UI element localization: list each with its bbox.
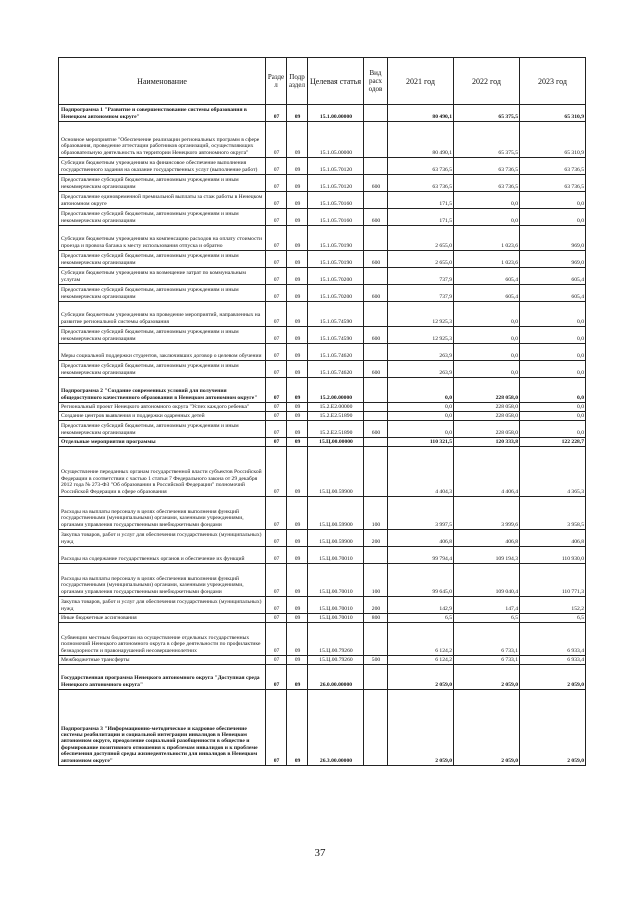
row-name: Субсидии бюджетным учреждениям на финансовое обеспечение выполнения государственного задания на оказание государственных услуг (выполнение работ)	[59, 158, 266, 175]
row-2022: 65 375,5	[454, 122, 520, 158]
row-expense-type: 500	[364, 656, 388, 665]
table-row	[59, 378, 586, 403]
table-row	[59, 268, 586, 285]
table-row	[59, 497, 586, 530]
table-row	[59, 403, 586, 412]
table-row	[59, 623, 586, 656]
row-name: Субсидии бюджетным учреждениям на проведение мероприятий, направленных на развитие региональной системы образования	[59, 302, 266, 327]
row-2022: 0,0	[454, 361, 520, 378]
row-expense-type: 600	[364, 209, 388, 226]
row-target: 15.2.00.00000	[308, 378, 364, 403]
header-2021: 2021 год	[388, 58, 454, 105]
row-target: 15.Ц.00.59900	[308, 530, 364, 547]
table-header-row	[59, 58, 586, 105]
row-2021: 0,0	[388, 378, 454, 403]
row-2023: 3 958,5	[520, 497, 586, 530]
header-section: Разде л	[266, 58, 287, 105]
row-target: 15.1.05.74620	[308, 361, 364, 378]
table-row	[59, 690, 586, 766]
table-row	[59, 438, 586, 447]
row-subsection: 09	[287, 497, 308, 530]
row-2022: 228 058,0	[454, 421, 520, 438]
row-section: 07	[266, 378, 287, 403]
row-2023: 969,0	[520, 226, 586, 251]
table-row	[59, 105, 586, 122]
row-expense-type	[364, 378, 388, 403]
row-expense-type	[364, 105, 388, 122]
row-2023: 63 736,5	[520, 175, 586, 192]
row-expense-type	[364, 344, 388, 361]
row-subsection: 09	[287, 623, 308, 656]
row-target: 15.Ц.00.59900	[308, 447, 364, 497]
row-2021: 2 059,0	[388, 690, 454, 766]
row-2021: 80 490,1	[388, 122, 454, 158]
table-row	[59, 547, 586, 564]
row-2021: 6,5	[388, 614, 454, 623]
row-2023: 122 228,7	[520, 438, 586, 447]
row-expense-type: 600	[364, 361, 388, 378]
row-2023: 0,0	[520, 403, 586, 412]
row-subsection: 09	[287, 268, 308, 285]
row-2022: 0,0	[454, 192, 520, 209]
row-name: Межбюджетные трансферты	[59, 656, 266, 665]
row-target: 15.2.E2.51890	[308, 412, 364, 421]
table-row	[59, 656, 586, 665]
row-expense-type: 600	[364, 251, 388, 268]
row-2021: 110 321,5	[388, 438, 454, 447]
row-2021: 99 645,0	[388, 564, 454, 597]
row-expense-type	[364, 438, 388, 447]
row-2021: 12 925,3	[388, 302, 454, 327]
row-target: 15.1.05.74590	[308, 327, 364, 344]
row-section: 07	[266, 438, 287, 447]
row-name: Предоставление субсидий бюджетным, автономным учреждениям и иным некоммерческим организациям	[59, 175, 266, 192]
row-target: 15.2.E2.00000	[308, 403, 364, 412]
row-subsection: 09	[287, 447, 308, 497]
row-2021: 0,0	[388, 403, 454, 412]
row-2022: 65 375,5	[454, 105, 520, 122]
row-subsection: 09	[287, 175, 308, 192]
row-2021: 171,5	[388, 192, 454, 209]
row-name: Подпрограмма 3 "Информационно-методическое и кадровое обеспечение системы реабилитации и социальной интеграции инвалидов в Ненецком автономном округе, преодоление социальной разобщенности в обществе и формирование позитивного отношения к проблемам инвалидов и к проблеме обеспечения доступной среды жизнедеятельности для инвалидов в Ненецком автономном округе"	[59, 690, 266, 766]
row-2022: 1 023,6	[454, 251, 520, 268]
table-row	[59, 447, 586, 497]
row-target: 15.2.E2.51890	[308, 421, 364, 438]
row-target: 15.1.05.70200	[308, 285, 364, 302]
row-section: 07	[266, 302, 287, 327]
row-expense-type	[364, 447, 388, 497]
row-2023: 0,0	[520, 192, 586, 209]
row-section: 07	[266, 597, 287, 614]
row-subsection: 09	[287, 403, 308, 412]
row-2021: 63 736,5	[388, 158, 454, 175]
row-expense-type: 600	[364, 285, 388, 302]
row-expense-type: 100	[364, 564, 388, 597]
row-subsection: 09	[287, 547, 308, 564]
row-subsection: 09	[287, 665, 308, 690]
row-subsection: 09	[287, 656, 308, 665]
row-name: Предоставление субсидий бюджетным, автономным учреждениям и иным некоммерческим организациям	[59, 421, 266, 438]
row-2023: 2 059,0	[520, 690, 586, 766]
row-target: 15.1.05.70160	[308, 209, 364, 226]
row-2022: 3 999,6	[454, 497, 520, 530]
row-2023: 65 310,9	[520, 105, 586, 122]
row-2022: 2 059,0	[454, 690, 520, 766]
row-2021: 2 655,0	[388, 251, 454, 268]
row-2022: 63 736,5	[454, 175, 520, 192]
row-2022: 147,4	[454, 597, 520, 614]
row-2022: 228 058,0	[454, 378, 520, 403]
row-target: 15.1.05.70120	[308, 175, 364, 192]
row-subsection: 09	[287, 344, 308, 361]
table-body	[59, 105, 586, 766]
row-section: 07	[266, 361, 287, 378]
row-name: Создание центров выявления и поддержки одаренных детей	[59, 412, 266, 421]
row-2023: 6,5	[520, 614, 586, 623]
table-row	[59, 665, 586, 690]
row-subsection: 09	[287, 122, 308, 158]
row-2022: 2 059,0	[454, 665, 520, 690]
row-section: 07	[266, 251, 287, 268]
row-section: 07	[266, 268, 287, 285]
row-expense-type: 100	[364, 497, 388, 530]
row-2023: 0,0	[520, 421, 586, 438]
row-target: 15.Ц.00.70010	[308, 614, 364, 623]
row-expense-type: 200	[364, 530, 388, 547]
row-name: Осуществление переданных органам государственной власти субъектов Российской Федерации в соответствии с частью 1 статьи 7 Федерального закона от 29 декабря 2012 года № 273-ФЗ "Об образовании в Российской Федерации" полномочий Российской Федерации в сфере образования	[59, 447, 266, 497]
row-target: 15.Ц.00.59900	[308, 497, 364, 530]
row-subsection: 09	[287, 285, 308, 302]
row-2022: 0,0	[454, 344, 520, 361]
row-expense-type	[364, 268, 388, 285]
row-2021: 737,9	[388, 268, 454, 285]
table-row	[59, 412, 586, 421]
row-2023: 0,0	[520, 378, 586, 403]
row-2023: 0,0	[520, 344, 586, 361]
row-2021: 12 925,3	[388, 327, 454, 344]
row-expense-type: 800	[364, 614, 388, 623]
row-section: 07	[266, 226, 287, 251]
table-row	[59, 158, 586, 175]
row-subsection: 09	[287, 564, 308, 597]
table-row	[59, 344, 586, 361]
table-row	[59, 226, 586, 251]
row-2021: 2 059,0	[388, 665, 454, 690]
row-expense-type: 600	[364, 175, 388, 192]
row-section: 07	[266, 412, 287, 421]
row-expense-type	[364, 412, 388, 421]
row-name: Предоставление единовременной премиальной выплаты за стаж работы в Ненецком автономном округе	[59, 192, 266, 209]
row-expense-type	[364, 122, 388, 158]
row-name: Расходы на выплаты персоналу в целях обеспечения выполнения функций государственными (муниципальными) органами, казенными учреждениями, органами управления государственными внебюджетными фондами	[59, 564, 266, 597]
row-2022: 605,4	[454, 268, 520, 285]
budget-page	[58, 57, 585, 766]
row-section: 07	[266, 403, 287, 412]
row-2023: 0,0	[520, 361, 586, 378]
row-target: 15.Ц.00.79260	[308, 623, 364, 656]
row-2023: 0,0	[520, 327, 586, 344]
row-section: 07	[266, 564, 287, 597]
row-2021: 4 404,3	[388, 447, 454, 497]
row-2022: 0,0	[454, 209, 520, 226]
page-number: 37	[314, 847, 326, 859]
row-target: 15.1.05.74590	[308, 302, 364, 327]
table-row	[59, 327, 586, 344]
row-name: Предоставление субсидий бюджетным, автономным учреждениям и иным некоммерческим организациям	[59, 327, 266, 344]
row-subsection: 09	[287, 209, 308, 226]
row-target: 15.1.05.70160	[308, 192, 364, 209]
row-section: 07	[266, 665, 287, 690]
row-2021: 171,5	[388, 209, 454, 226]
row-target: 15.1.05.70120	[308, 158, 364, 175]
row-section: 07	[266, 656, 287, 665]
row-2021: 737,9	[388, 285, 454, 302]
row-2022: 109 194,3	[454, 547, 520, 564]
row-expense-type	[364, 690, 388, 766]
header-2022: 2022 год	[454, 58, 520, 105]
row-section: 07	[266, 285, 287, 302]
row-2023: 605,4	[520, 285, 586, 302]
row-section: 07	[266, 158, 287, 175]
row-name: Региональный проект Ненецкого автономного округа "Успех каждого ребенка"	[59, 403, 266, 412]
table-row	[59, 302, 586, 327]
row-2022: 6 733,1	[454, 656, 520, 665]
row-target: 26.3.00.00000	[308, 690, 364, 766]
row-2021: 63 736,5	[388, 175, 454, 192]
row-2021: 406,8	[388, 530, 454, 547]
row-2022: 228 058,0	[454, 403, 520, 412]
row-name: Государственная программа Ненецкого автономного округа "Доступная среда Ненецкого автономного округа"	[59, 665, 266, 690]
row-2023: 969,0	[520, 251, 586, 268]
row-name: Субвенции местным бюджетам на осуществление отдельных государственных полномочий Ненецкого автономного округа в сфере деятельности по профилактике безнадзорности и правонарушений несовершеннолетних	[59, 623, 266, 656]
row-section: 07	[266, 623, 287, 656]
row-2022: 6,5	[454, 614, 520, 623]
row-2022: 6 733,1	[454, 623, 520, 656]
row-2023: 6 933,4	[520, 623, 586, 656]
table-row	[59, 122, 586, 158]
row-expense-type	[364, 158, 388, 175]
row-subsection: 09	[287, 105, 308, 122]
row-2023: 110 930,0	[520, 547, 586, 564]
row-name: Предоставление субсидий бюджетным, автономным учреждениям и иным некоммерческим организациям	[59, 361, 266, 378]
row-2021: 0,0	[388, 421, 454, 438]
row-2021: 6 124,2	[388, 623, 454, 656]
row-expense-type: 600	[364, 327, 388, 344]
table-row	[59, 192, 586, 209]
table-row	[59, 175, 586, 192]
table-row	[59, 614, 586, 623]
row-name: Расходы на выплаты персоналу в целях обеспечения выполнения функций государственными (муниципальными) органами, казенными учреждениями, органами управления государственными внебюджетными фондами	[59, 497, 266, 530]
row-expense-type	[364, 547, 388, 564]
row-2021: 142,9	[388, 597, 454, 614]
row-subsection: 09	[287, 438, 308, 447]
row-subsection: 09	[287, 412, 308, 421]
row-section: 07	[266, 192, 287, 209]
row-expense-type	[364, 226, 388, 251]
row-2021: 263,9	[388, 344, 454, 361]
row-section: 07	[266, 614, 287, 623]
row-2021: 3 997,5	[388, 497, 454, 530]
row-2022: 406,8	[454, 530, 520, 547]
header-target: Целевая статья	[308, 58, 364, 105]
row-2021: 99 794,4	[388, 547, 454, 564]
row-2023: 63 736,5	[520, 158, 586, 175]
row-2023: 110 771,3	[520, 564, 586, 597]
row-name: Иные бюджетные ассигнования	[59, 614, 266, 623]
row-subsection: 09	[287, 327, 308, 344]
row-2022: 605,4	[454, 285, 520, 302]
row-name: Предоставление субсидий бюджетным, автономным учреждениям и иным некоммерческим организациям	[59, 209, 266, 226]
row-subsection: 09	[287, 251, 308, 268]
row-section: 07	[266, 122, 287, 158]
row-2022: 1 023,6	[454, 226, 520, 251]
row-target: 26.0.00.00000	[308, 665, 364, 690]
row-2023: 65 310,9	[520, 122, 586, 158]
row-section: 07	[266, 547, 287, 564]
row-section: 07	[266, 105, 287, 122]
row-name: Подпрограмма 1 "Развитие и совершенствование системы образования в Ненецком автономном округе"	[59, 105, 266, 122]
row-2022: 228 058,0	[454, 412, 520, 421]
row-section: 07	[266, 530, 287, 547]
table-row	[59, 597, 586, 614]
row-expense-type: 600	[364, 421, 388, 438]
row-subsection: 09	[287, 361, 308, 378]
row-section: 07	[266, 344, 287, 361]
row-2022: 120 333,8	[454, 438, 520, 447]
row-section: 07	[266, 175, 287, 192]
row-expense-type	[364, 192, 388, 209]
row-target: 15.Ц.00.79260	[308, 656, 364, 665]
row-2021: 2 655,0	[388, 226, 454, 251]
row-target: 15.Ц.00.70010	[308, 564, 364, 597]
row-target: 15.1.05.70190	[308, 251, 364, 268]
row-subsection: 09	[287, 158, 308, 175]
header-subsection: Подр аздел	[287, 58, 308, 105]
table-row	[59, 285, 586, 302]
row-subsection: 09	[287, 614, 308, 623]
row-subsection: 09	[287, 421, 308, 438]
row-subsection: 09	[287, 192, 308, 209]
row-target: 15.Ц.00.70010	[308, 597, 364, 614]
row-target: 15.1.00.00000	[308, 105, 364, 122]
table-row	[59, 421, 586, 438]
row-section: 07	[266, 447, 287, 497]
row-2021: 80 490,1	[388, 105, 454, 122]
row-2023: 605,4	[520, 268, 586, 285]
row-name: Предоставление субсидий бюджетным, автономным учреждениям и иным некоммерческим организациям	[59, 285, 266, 302]
row-target: 15.1.05.00000	[308, 122, 364, 158]
budget-table	[58, 57, 586, 766]
row-section: 07	[266, 209, 287, 226]
row-expense-type: 200	[364, 597, 388, 614]
header-expense-type: Вид расх одов	[364, 58, 388, 105]
row-2023: 152,2	[520, 597, 586, 614]
header-2023: 2023 год	[520, 58, 586, 105]
row-name: Субсидии бюджетным учреждениям на компенсацию расходов на оплату стоимости проезда и провоза багажа к месту использования отпуска и обратно	[59, 226, 266, 251]
row-2023: 2 059,0	[520, 665, 586, 690]
row-name: Закупка товаров, работ и услуг для обеспечения государственных (муниципальных) нужд	[59, 597, 266, 614]
row-2022: 63 736,5	[454, 158, 520, 175]
row-target: 15.Ц.00.70010	[308, 547, 364, 564]
row-subsection: 09	[287, 226, 308, 251]
row-expense-type	[364, 623, 388, 656]
row-subsection: 09	[287, 690, 308, 766]
row-subsection: 09	[287, 530, 308, 547]
row-2022: 0,0	[454, 327, 520, 344]
row-2021: 263,9	[388, 361, 454, 378]
table-row	[59, 564, 586, 597]
row-section: 07	[266, 421, 287, 438]
row-name: Меры социальной поддержки студентов, заключивших договор о целевом обучении	[59, 344, 266, 361]
row-name: Подпрограмма 2 "Создание современных условий для получения общедоступного качественного образования в Ненецком автономном округе"	[59, 378, 266, 403]
row-name: Субсидии бюджетным учреждениям на возмещение затрат по коммунальным услугам	[59, 268, 266, 285]
row-2021: 6 124,2	[388, 656, 454, 665]
row-2021: 0,0	[388, 412, 454, 421]
row-expense-type	[364, 403, 388, 412]
table-row	[59, 209, 586, 226]
row-2023: 0,0	[520, 302, 586, 327]
row-name: Отдельные мероприятия программы	[59, 438, 266, 447]
row-target: 15.1.05.70200	[308, 268, 364, 285]
row-name: Основное мероприятие "Обеспечение реализации региональных программ в сфере образования, проведение аттестации работников организаций, осуществляющих образовательную деятельность на территории Ненецкого автономного округа"	[59, 122, 266, 158]
row-2023: 406,8	[520, 530, 586, 547]
table-row	[59, 361, 586, 378]
row-2023: 0,0	[520, 412, 586, 421]
row-target: 15.1.05.74620	[308, 344, 364, 361]
row-2023: 4 365,3	[520, 447, 586, 497]
row-name: Закупка товаров, работ и услуг для обеспечения государственных (муниципальных) нужд	[59, 530, 266, 547]
row-2023: 6 933,4	[520, 656, 586, 665]
row-2023: 0,0	[520, 209, 586, 226]
row-subsection: 09	[287, 302, 308, 327]
row-subsection: 09	[287, 378, 308, 403]
table-row	[59, 530, 586, 547]
row-name: Предоставление субсидий бюджетным, автономным учреждениям и иным некоммерческим организациям	[59, 251, 266, 268]
row-section: 07	[266, 497, 287, 530]
row-name: Расходы на содержание государственных органов и обеспечение их функций	[59, 547, 266, 564]
row-target: 15.Ц.00.00000	[308, 438, 364, 447]
row-subsection: 09	[287, 597, 308, 614]
row-expense-type	[364, 665, 388, 690]
row-section: 07	[266, 690, 287, 766]
row-expense-type	[364, 302, 388, 327]
row-target: 15.1.05.70190	[308, 226, 364, 251]
row-section: 07	[266, 327, 287, 344]
row-2022: 109 040,4	[454, 564, 520, 597]
row-2022: 4 406,4	[454, 447, 520, 497]
row-2022: 0,0	[454, 302, 520, 327]
table-row	[59, 251, 586, 268]
header-name: Наименование	[59, 58, 266, 105]
